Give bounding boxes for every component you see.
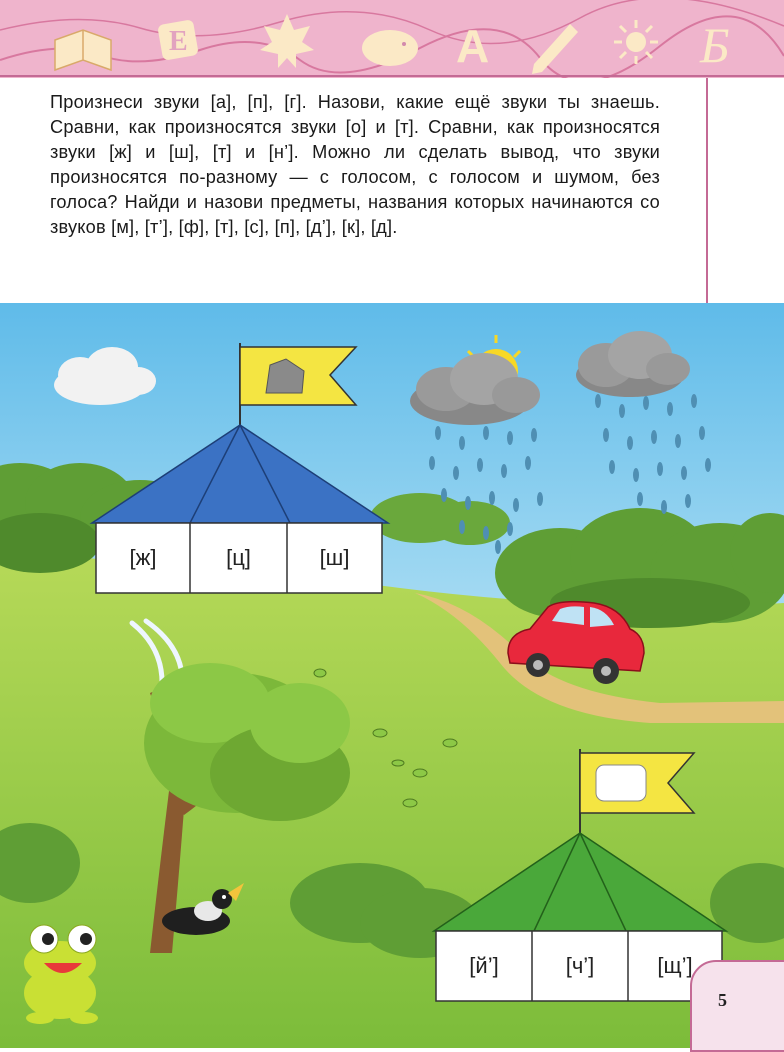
hedgehog-icon [362,30,418,66]
page-number-tab [690,960,784,1052]
blue-house-cell-1: [ж] [129,545,157,570]
blue-house-cell-3: [ш] [319,545,350,570]
page-number: 5 [718,990,727,1010]
pillow-icon [596,765,646,801]
letter-a-icon [456,20,489,72]
header-band [0,0,784,78]
svg-text:Б: Б [700,17,730,73]
green-house-cell-3: [щ’] [657,953,693,978]
letter-b-icon [699,17,730,73]
sun-icon [614,20,658,64]
task-text: Произнеси звуки [а], [п], [г]. Назови, какие ещё звуки ты знаешь. Сравни, как произносятся звуки [о] и [т]. Сравни, как произносятся звуки [ж] и [ш], [т] и [н’]. Можно ли сделать вывод, что звуки произносятся по-разному — с голосом, с голосом и шумом, без голоса? Найди и назови предметы, названия которых начинаются со звуков [м], [т’], [ф], [т], [с], [п], [д’], [к], [д]. [50,92,660,237]
green-house-cell-2: [ч’] [565,953,595,978]
blue-house-cell-2: [ц] [226,545,251,570]
letter-e-icon [157,19,199,61]
svg-text:Е: Е [169,26,188,57]
green-house-cell-1: [й’] [469,953,499,978]
margin-rule [706,78,708,303]
svg-text:A: A [456,20,490,72]
